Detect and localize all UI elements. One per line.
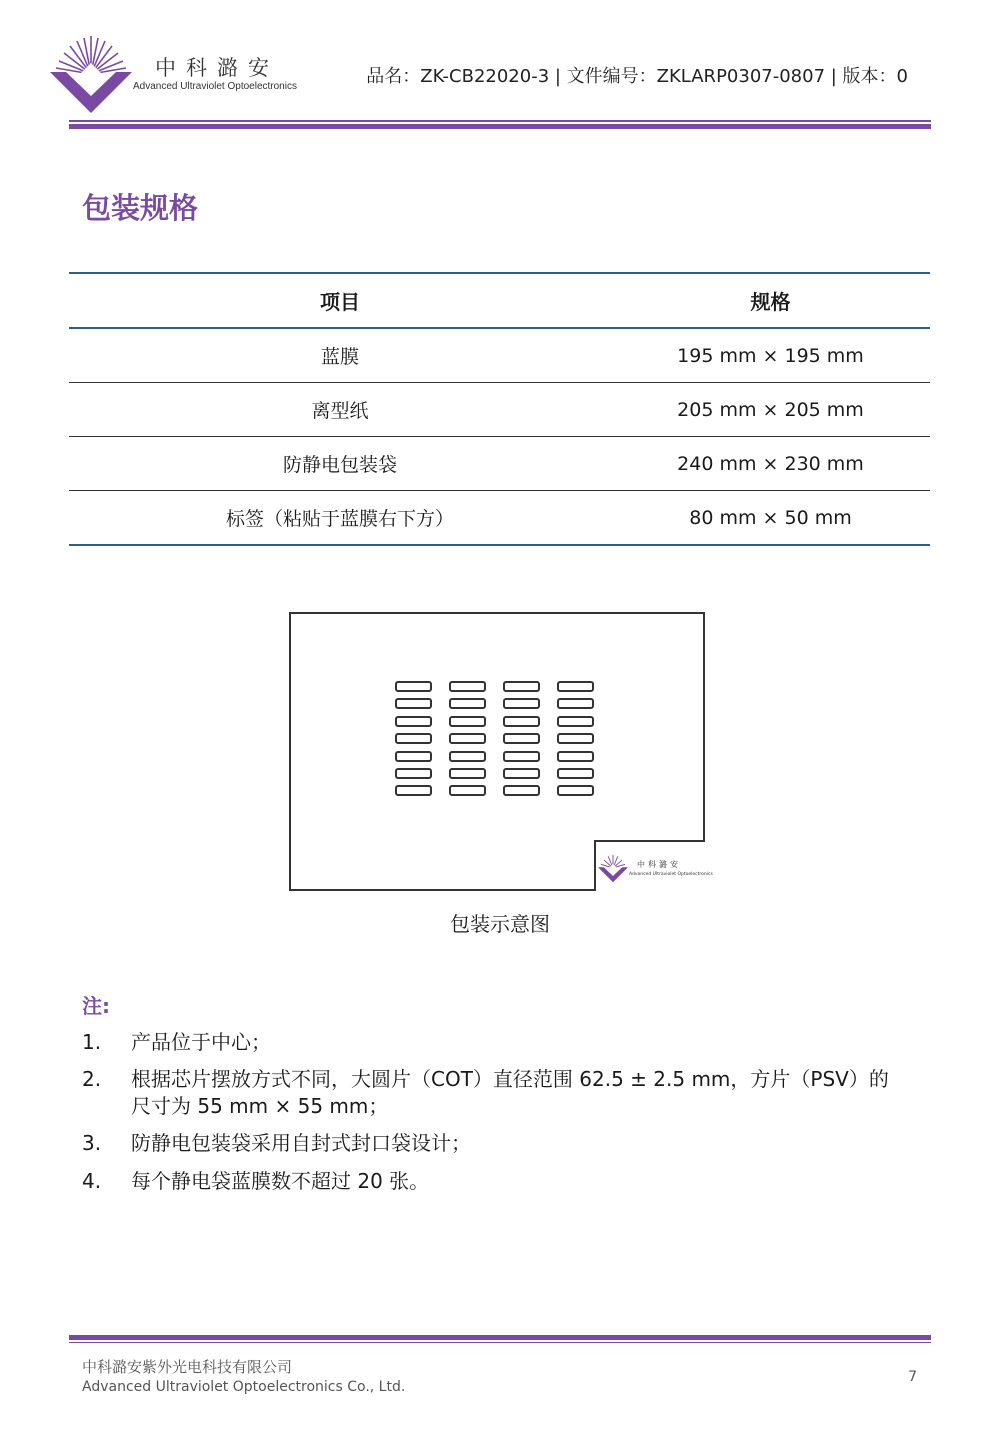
company-logo-icon <box>50 34 132 114</box>
cell-spec: 205 mm × 205 mm <box>677 398 864 421</box>
chip-outline <box>449 733 486 744</box>
chip-outline <box>449 768 486 779</box>
note-text: 产品位于中心； <box>131 1030 271 1054</box>
cell-spec: 240 mm × 230 mm <box>677 452 864 475</box>
chip-outline <box>557 785 594 796</box>
table-row <box>69 383 930 437</box>
chip-outline <box>395 768 432 779</box>
note-number: 2. <box>82 1067 102 1091</box>
label-chinese-name: 中科潞安 <box>637 860 681 869</box>
note-text: 根据芯片摆放方式不同，大圆片（COT）直径范围 62.5 ± 2.5 mm，方片（PSV）的尺寸为 55 mm × 55 mm； <box>131 1067 889 1118</box>
label-sticker <box>594 840 713 891</box>
packaging-diagram <box>289 612 713 891</box>
chip-outline <box>449 751 486 762</box>
diagram-caption: 包装示意图 <box>450 912 550 936</box>
logo-english-name: Advanced Ultraviolet Optoelectronics <box>133 81 297 92</box>
chip-outline <box>557 716 594 727</box>
label-english-name: Advanced Ultraviolet Optoelectronics <box>629 872 713 877</box>
chip-outline <box>449 681 486 692</box>
footer-divider-thick <box>69 1335 931 1340</box>
packaging-spec-table <box>69 272 930 546</box>
chip-outline <box>557 751 594 762</box>
cell-spec: 195 mm × 195 mm <box>677 344 864 367</box>
chip-outline <box>503 768 540 779</box>
table-row <box>69 491 930 546</box>
chip-outline <box>557 698 594 709</box>
chip-outline <box>449 698 486 709</box>
chip-outline <box>503 751 540 762</box>
header-divider-thick <box>69 124 931 129</box>
note-text: 每个静电袋蓝膜数不超过 20 张。 <box>131 1169 430 1193</box>
table-row <box>69 328 930 383</box>
page-header <box>0 0 1000 130</box>
table-header-row <box>69 273 930 328</box>
note-text: 防静电包装袋采用自封式封口袋设计； <box>131 1131 471 1155</box>
document-meta: 品名：ZK-CB22020-3 | 文件编号：ZKLARP0307-0807 | 版本：0 <box>366 66 908 87</box>
cell-item: 离型纸 <box>311 400 369 422</box>
cell-item: 蓝膜 <box>320 346 359 368</box>
chip-outline <box>557 768 594 779</box>
cell-item: 防静电包装袋 <box>282 454 397 476</box>
footer-divider <box>69 1342 931 1343</box>
column-header-spec: 规格 <box>750 290 791 314</box>
note-number: 1. <box>82 1030 102 1054</box>
chip-outline <box>395 698 432 709</box>
note-number: 4. <box>82 1169 102 1193</box>
column-header-item: 项目 <box>320 290 360 314</box>
chip-outline <box>395 751 432 762</box>
cell-item: 标签（粘贴于蓝膜右下方） <box>225 508 454 530</box>
chip-outline <box>503 698 540 709</box>
chip-outline <box>503 716 540 727</box>
header-divider <box>69 120 931 122</box>
chip-outline <box>503 733 540 744</box>
label-logo-icon <box>598 853 628 883</box>
chip-outline <box>557 733 594 744</box>
chip-outline <box>395 681 432 692</box>
section-title: 包装规格 <box>82 191 199 225</box>
chip-outline <box>395 716 432 727</box>
chip-outline <box>449 716 486 727</box>
footer-company-chinese: 中科潞安紫外光电科技有限公司 <box>82 1358 293 1376</box>
page-number: 7 <box>908 1369 917 1385</box>
chip-outline <box>503 681 540 692</box>
footer-company-english: Advanced Ultraviolet Optoelectronics Co., Ltd. <box>82 1379 406 1395</box>
logo-chinese-name: 中科潞安 <box>155 56 279 80</box>
chip-outline <box>395 733 432 744</box>
table-row <box>69 437 930 491</box>
note-number: 3. <box>82 1131 102 1155</box>
cell-spec: 80 mm × 50 mm <box>689 506 852 529</box>
notes-title: 注: <box>82 994 110 1018</box>
chip-outline <box>557 681 594 692</box>
chip-outline <box>503 785 540 796</box>
chip-outline <box>449 785 486 796</box>
chip-outline <box>395 785 432 796</box>
